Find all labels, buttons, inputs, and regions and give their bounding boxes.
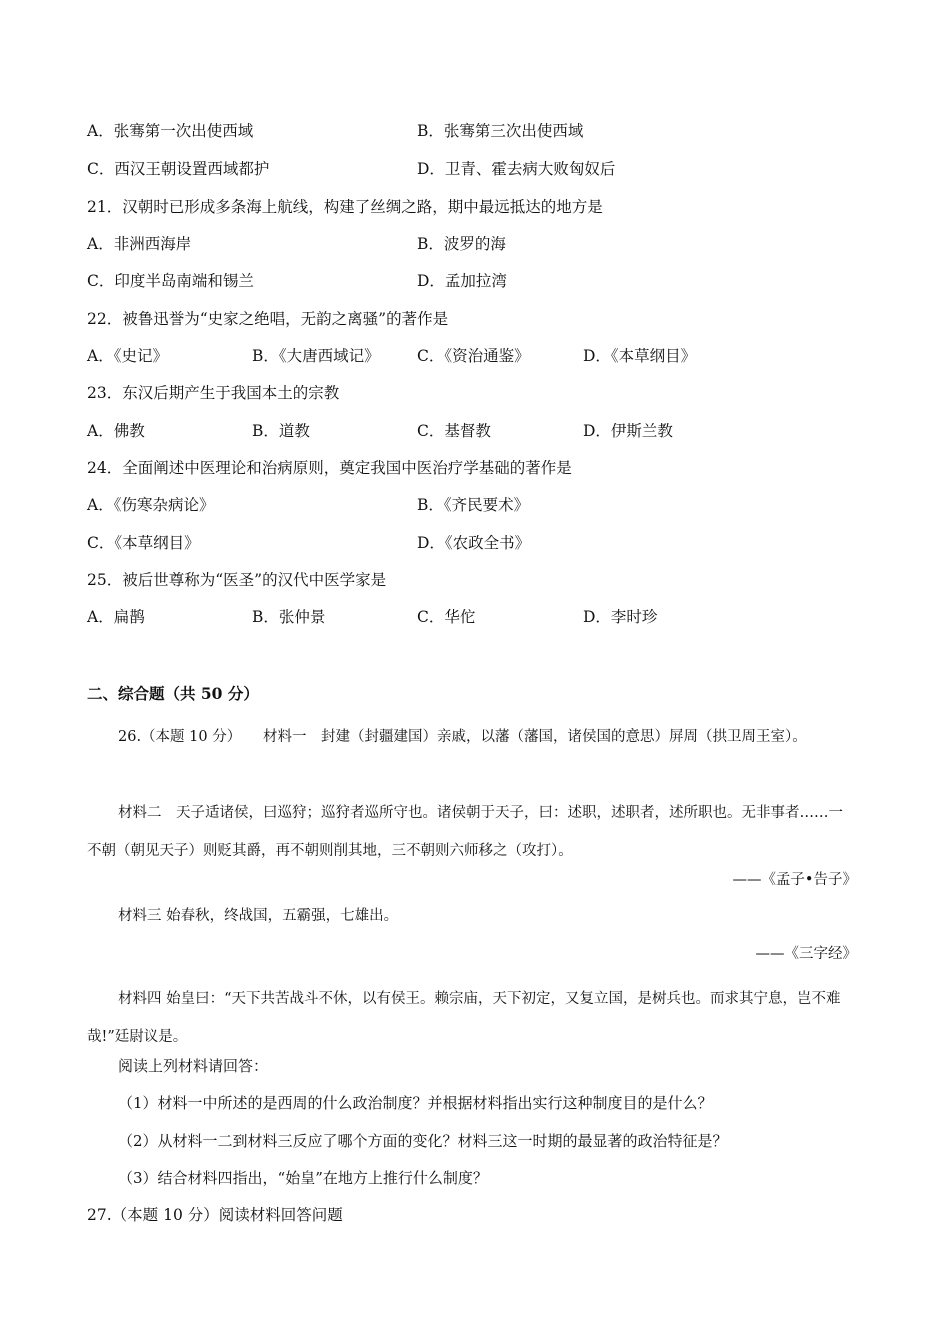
q25-option-c: C．华佗 [417,608,476,626]
q23-option-c: C．基督教 [417,422,491,440]
q26-source-3: ——《三字经》 [755,946,857,962]
q23-option-b: B．道教 [252,422,310,440]
q24-option-d: D．《农政全书》 [417,534,531,552]
q24-option-a: A．《伤寒杂病论》 [87,496,215,514]
q25-option-d: D．李时珍 [583,608,658,626]
q20-option-c: C．西汉王朝设置西域都护 [87,160,270,178]
q26-prompt: 阅读上列材料请回答： [118,1057,269,1075]
q22-option-d: D．《本草纲目》 [583,347,697,365]
section-heading: 二、综合题（共 50 分） [87,684,259,703]
q20-option-a: A．张骞第一次出使西域 [87,122,254,140]
q25-stem: 25．被后世尊称为“医圣”的汉代中医学家是 [87,571,387,589]
q21-stem: 21．汉朝时已形成多条海上航线，构建了丝绸之路，期中最远抵达的地方是 [87,198,603,216]
q21-option-b: B．波罗的海 [417,235,506,253]
q21-option-a: A．非洲西海岸 [87,235,192,253]
q22-option-a: A．《史记》 [87,347,168,365]
q24-option-b: B．《齐民要术》 [417,496,530,514]
q22-stem: 22．被鲁迅誉为“史家之绝唱，无韵之离骚”的著作是 [87,310,449,328]
q20-option-d: D．卫青、霍去病大败匈奴后 [417,160,616,178]
q26-subquestion-1: （1）材料一中所述的是西周的什么政治制度？并根据材料指出实行这种制度目的是什么？ [118,1094,713,1112]
q26-material-3: 材料三 始春秋，终战国，五霸强，七雄出。 [118,908,399,924]
q22-option-b: B．《大唐西域记》 [252,347,380,365]
q26-material-2: 材料二 天子适诸侯，曰巡狩；巡狩者巡所守也。诸侯朝于天子，曰：述职，述职者，述所职也。无非事者……一不朝（朝见天子）则贬其爵，再不朝则削其地，三不朝则六师移之（攻打）。 [87,805,843,859]
q25-option-b: B．张仲景 [252,608,326,626]
q20-option-b: B．张骞第三次出使西域 [417,122,584,140]
q26-material-1: 26.（本题 10 分） 材料一 封建（封疆建国）亲戚，以藩（藩国，诸侯国的意思）屏周（拱卫周王室）。 [118,729,807,745]
q22-option-c: C．《资治通鉴》 [417,347,530,365]
q24-stem: 24．全面阐述中医理论和治病原则，奠定我国中医治疗学基础的著作是 [87,459,572,477]
q23-option-d: D．伊斯兰教 [583,422,673,440]
q26-subquestion-3: （3）结合材料四指出，“始皇”在地方上推行什么制度？ [118,1169,488,1187]
q24-option-c: C．《本草纲目》 [87,534,200,552]
q25-option-a: A．扁鹊 [87,608,145,626]
q26-subquestion-2: （2）从材料一二到材料三反应了哪个方面的变化？材料三这一时期的最显著的政治特征是？ [118,1132,728,1150]
q26-material-4: 材料四 始皇曰：“天下共苦战斗不休，以有侯王。赖宗庙，天下初定，又复立国，是树兵也。而求其宁息，岂不难哉!”廷尉议是。 [87,991,841,1045]
q26-source-2: ——《孟子•告子》 [732,872,857,888]
q23-option-a: A．佛教 [87,422,145,440]
q27-stem: 27.（本题 10 分）阅读材料回答问题 [87,1206,343,1224]
q21-option-d: D．孟加拉湾 [417,272,507,290]
q23-stem: 23．东汉后期产生于我国本土的宗教 [87,384,340,402]
q21-option-c: C．印度半岛南端和锡兰 [87,272,254,290]
